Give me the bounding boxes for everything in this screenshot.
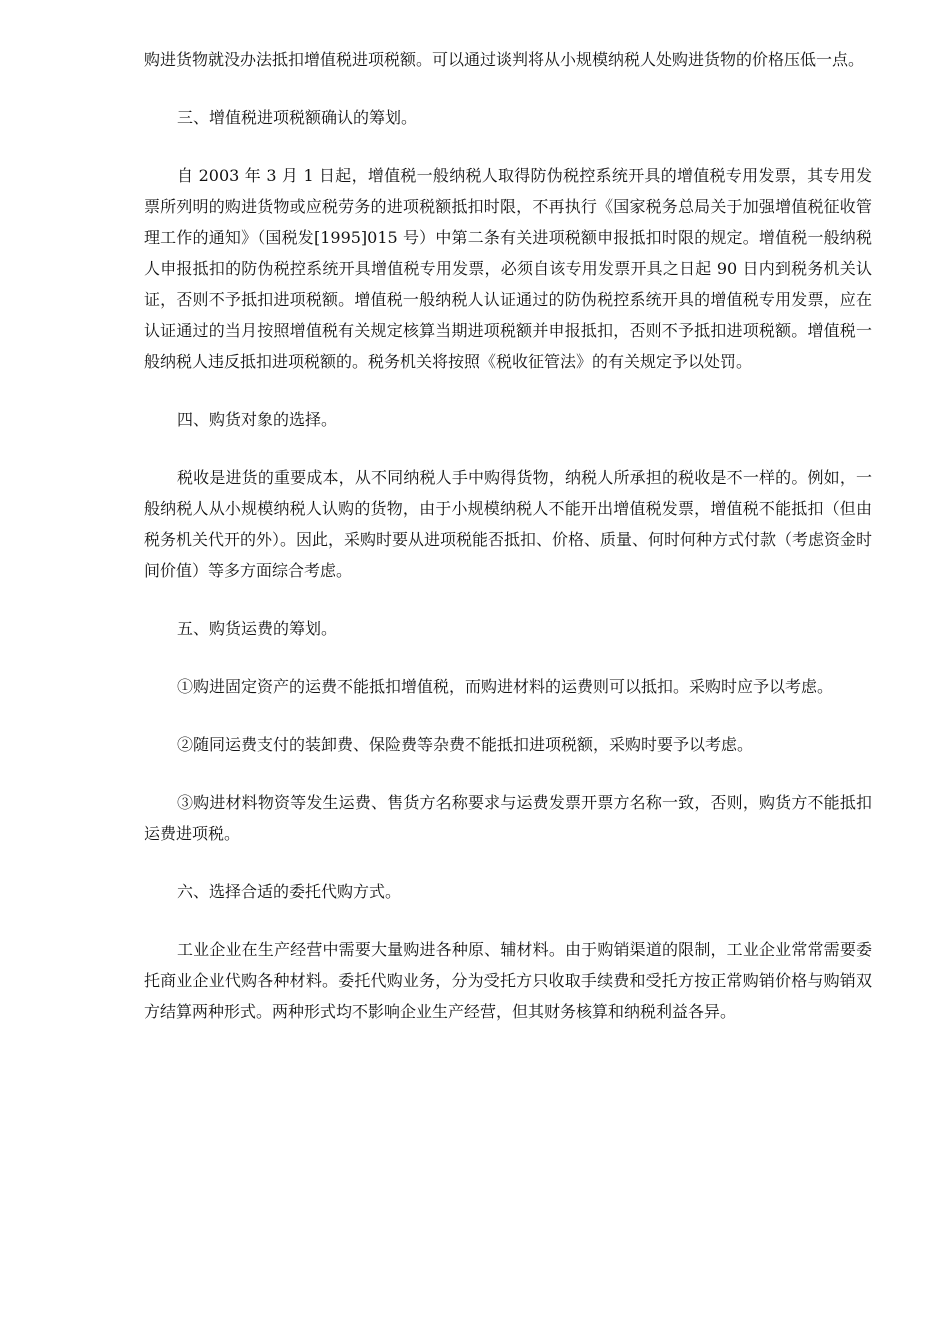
section-heading-5: 五、购货运费的筹划。 (177, 619, 338, 638)
list-item-2: ②随同运费支付的装卸费、保险费等杂费不能抵扣进项税额，采购时要予以考虑。 (177, 735, 754, 754)
paragraph-section-3-body: 自 2003 年 3 月 1 日起，增值税一般纳税人取得防伪税控系统开具的增值税专用发票，其专用发票所列明的购进货物或应税劳务的进项税额抵扣时限，不再执行《国家税务总局关于加强增值税征收管理工作的通知》（国税发[1995]015 号）中第二条有关进项税额申报抵扣时限的规定。增值税一般纳税人申报抵扣的防伪税控系统开具增值税专用发票，必须自该专用发票开具之日起 90 日内到税务机关认证，否则不予抵扣进项税额。增值税一般纳税人认证通过的防伪税控系统开具的增值税专用发票，应在认证通过的当月按照增值税有关规定核算当期进项税额并申报抵扣，否则不予抵扣进项税额。增值税一般纳税人违反抵扣进项税额的。税务机关将按照《税收征管法》的有关规定予以处罚。 (144, 166, 872, 371)
list-item-1: ①购进固定资产的运费不能抵扣增值税，而购进材料的运费则可以抵扣。采购时应予以考虑。 (177, 677, 834, 696)
paragraph-section-6-body: 工业企业在生产经营中需要大量购进各种原、辅材料。由于购销渠道的限制，工业企业常常需要委托商业企业代购各种材料。委托代购业务，分为受托方只收取手续费和受托方按正常购销价格与购销双方结算两种形式。两种形式均不影响企业生产经营，但其财务核算和纳税利益各异。 (144, 940, 872, 1021)
paragraph-section-4-body: 税收是进货的重要成本，从不同纳税人手中购得货物，纳税人所承担的税收是不一样的。例如，一般纳税人从小规模纳税人认购的货物，由于小规模纳税人不能开出增值税发票，增值税不能抵扣（但由税务机关代开的外）。因此，采购时要从进项税能否抵扣、价格、质量、何时何种方式付款（考虑资金时间价值）等多方面综合考虑。 (144, 468, 873, 580)
document-page (144, 44, 872, 1054)
paragraph-continuation: 购进货物就没办法抵扣增值税进项税额。可以通过谈判将从小规模纳税人处购进货物的价格压低一点。 (144, 50, 865, 69)
list-item-3: ③购进材料物资等发生运费、售货方名称要求与运费发票开票方名称一致，否则，购货方不能抵扣运费进项税。 (144, 793, 872, 843)
section-heading-6: 六、选择合适的委托代购方式。 (177, 882, 402, 901)
section-heading-4: 四、购货对象的选择。 (177, 410, 338, 429)
section-heading-3: 三、增值税进项税额确认的筹划。 (177, 108, 418, 127)
